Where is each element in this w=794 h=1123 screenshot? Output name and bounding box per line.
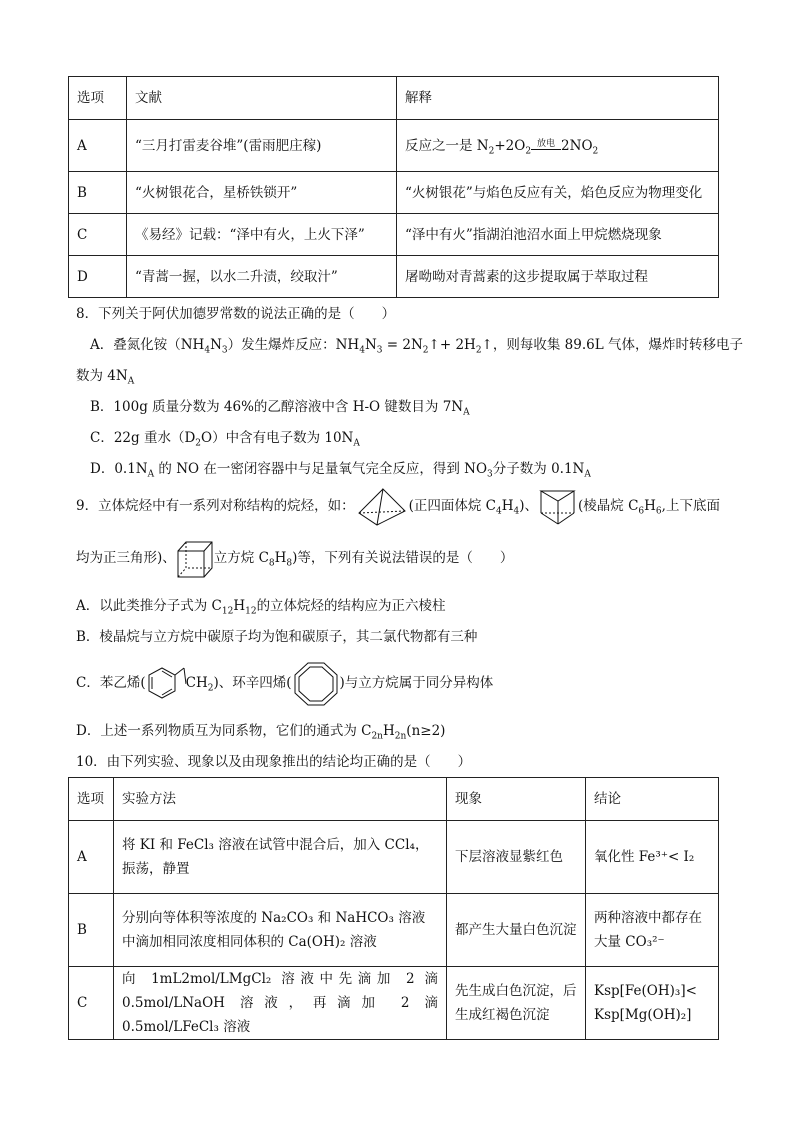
- row-explanation: “火树银花”与焰色反应有关，焰色反应为物理变化: [397, 172, 719, 214]
- row-option: C: [69, 967, 114, 1040]
- experiment-table: [68, 777, 719, 1040]
- row-conclusion: 两种溶液中都存在大量 CO₃²⁻: [586, 894, 719, 967]
- table-row: [69, 821, 719, 894]
- row-explanation: 反应之一是 $N_2+2O_2$放电 $2NO_2$: [397, 120, 719, 172]
- q8-option-c: C．22g 重水$(D_2O)$中含有电子数为 $10N_A$: [90, 430, 360, 449]
- q9-option-d: D．上述一系列物质互为同系物，它们的通式为 $C_{2n}H_{2n}(n\ge 2)$: [76, 723, 446, 742]
- table-header-row: [69, 77, 719, 120]
- header-conclusion: 结论: [586, 778, 719, 821]
- header-option: 选项: [69, 778, 114, 821]
- literature-table: [68, 76, 719, 298]
- row-phenomenon: 下层溶液显紫红色: [447, 821, 586, 894]
- tetrahedrane-structure: [355, 487, 409, 527]
- table-row: [69, 967, 719, 1040]
- row-explanation: “泽中有火”指湖泊池沼水面上甲烷燃烧现象: [397, 214, 719, 256]
- row-phenomenon: 都产生大量白色沉淀: [447, 894, 586, 967]
- row-option: A: [69, 120, 127, 172]
- q9-stem: 9．立体烷烃中有一系列对称结构的烷烃，如： (正四面体烷 $C_4H_4$)、 (棱晶烷 $C_6H_6$,上下底面: [76, 484, 720, 528]
- table-row: [69, 172, 719, 214]
- benzene-ring-icon: [146, 664, 186, 704]
- row-literature: “三月打雷麦谷堆”(雷雨肥庄稼): [127, 120, 397, 172]
- q8-option-b: B．100g 质量分数为 46%的乙醇溶液中含 H-O 键数目为 $7N_A$: [90, 399, 470, 418]
- q8-option-a: A．叠氮化铵$(NH_4N_3)$发生爆炸反应：$NH_4N_3$ = $2N_2↑+$ $2H_2↑$，则每收集 89.6L 气体，爆炸时转移电子: [90, 337, 743, 356]
- row-option: A: [69, 821, 114, 894]
- header-explanation: 解释: [397, 77, 719, 120]
- table-row: [69, 256, 719, 298]
- prismane-structure: [538, 487, 578, 527]
- row-phenomenon: 先生成白色沉淀，后生成红褐色沉淀: [447, 967, 586, 1040]
- table-row: [69, 120, 719, 172]
- q10-stem: 10．由下列实验、现象以及由现象推出的结论均正确的是（ ）: [76, 754, 472, 770]
- row-conclusion: 氧化性 Fe³⁺< I₂: [586, 821, 719, 894]
- cubane-structure: [176, 539, 214, 579]
- table-row: [69, 894, 719, 967]
- row-option: B: [69, 894, 114, 967]
- cyclooctatetraene-icon: [292, 661, 340, 707]
- row-literature: 《易经》记载：“泽中有火，上火下泽”: [127, 214, 397, 256]
- row-method: 将 KI 和 FeCl₃ 溶液在试管中混合后，加入 CCl₄，振荡，静置: [114, 821, 447, 894]
- row-method: 向 1mL2mol/LMgCl₂ 溶液中先滴加 2 滴 0.5mol/LNaOH 溶液，再滴加 2 滴 0.5mol/LFeCl₃ 溶液: [114, 967, 447, 1040]
- header-phenomenon: 现象: [447, 778, 586, 821]
- row-conclusion: Ksp[Fe(OH)₃]< Ksp[Mg(OH)₂]: [586, 967, 719, 1040]
- q9-option-a: A．以此类推分子式为 $C_{12}H_{12}$的立体烷烃的结构应为正六棱柱: [76, 598, 446, 617]
- header-option: 选项: [69, 77, 127, 120]
- q9-option-c: C．苯乙烯( $CH_2$)、环辛四烯( )与立方烷属于同分异构体: [76, 660, 493, 707]
- row-option: C: [69, 214, 127, 256]
- header-method: 实验方法: [114, 778, 447, 821]
- header-literature: 文献: [127, 77, 397, 120]
- q9-stem-line2: 均为正三角形)、 立方烷 $C_8H_8$)等，下列有关说法错误的是（ ）: [76, 536, 513, 580]
- q8-stem: 8．下列关于阿伏加德罗常数的说法正确的是（ ）: [76, 306, 396, 322]
- table-row: [69, 214, 719, 256]
- row-option: D: [69, 256, 127, 298]
- q8-option-d: D．$0.1N_A$ 的 NO 在一密闭容器中与足量氧气完全反应，得到 $NO_3$分子数为 $0.1N_A$: [90, 461, 591, 480]
- reaction-condition: 放电: [537, 138, 556, 149]
- row-literature: “青蒿一握，以水二升渍，绞取汁”: [127, 256, 397, 298]
- row-literature: “火树银花合，星桥铁锁开”: [127, 172, 397, 214]
- row-explanation: 屠呦呦对青蒿素的这步提取属于萃取过程: [397, 256, 719, 298]
- table-header-row: [69, 778, 719, 821]
- q8-option-a-cont: 数为 $4N_A$: [76, 368, 135, 387]
- row-method: 分别向等体积等浓度的 Na₂CO₃ 和 NaHCO₃ 溶液中滴加相同浓度相同体积的 Ca(OH)₂ 溶液: [114, 894, 447, 967]
- q9-option-b: B．棱晶烷与立方烷中碳原子均为饱和碳原子，其二氯代物都有三种: [76, 629, 478, 645]
- row-option: B: [69, 172, 127, 214]
